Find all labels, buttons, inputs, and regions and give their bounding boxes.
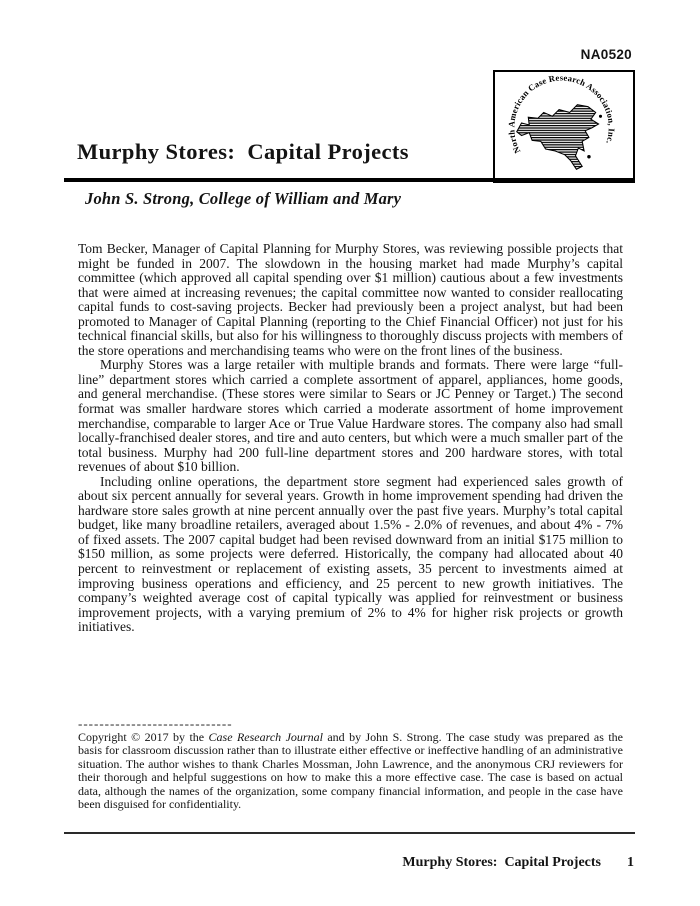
journal-name: Case Research Journal	[208, 730, 323, 744]
footnote-separator: -----------------------------	[78, 716, 233, 731]
body-paragraph-3: Including online operations, the department store segment had experienced sales growth of about six percent annually for several years. Growth in home improvement spending had driven the hardware store sales growth at nine percent annually over the past five years. Murphy’s total capital budget, like many broadline retailers, averaged about 1.5% - 2.0% of revenues, and about 4% - 7% of fixed assets. The 2007 capital budget had been revised downward from an initial $175 million to $150 million, as some projects were deferred. Historically, the company had allocated about 40 percent to reinvestment or replacement of existing assets, 35 percent to investments aimed at improving business operations and efficiency, and 25 percent to new growth initiatives. The company’s weighted average cost of capital typically was applied for reinvestment or business improvement projects, with a varying premium of 2% to 4% for higher risk projects or growth initiatives.	[78, 473, 623, 635]
title-rule	[64, 178, 635, 182]
copyright-text-start: Copyright © 2017 by the	[78, 730, 209, 744]
body-paragraph-2: Murphy Stores was a large retailer with multiple brands and formats. There were large “full-line” department stores which carried a complete assortment of apparel, appliances, home goods, and general merchandise. (These stores were similar to Sears or JC Penney or Target.) The second format was smaller hardware stores which carried a moderate assortment of home improvement merchandise, comparable to larger Ace or True Value Hardware stores. The company also had small locally-franchised dealer stores, and tire and auto centers, but which were a much smaller part of the total business. Murphy had 200 full-line department stores and 200 hardware stores, with total revenues of about $10 billion.	[78, 357, 623, 475]
copyright-text-end: and by John S. Strong. The case study was prepared as the basis for classroom discussion rather than to illustrate either effective or ineffective handling of an administrative situation. The author wishes to thank Charles Mossman, John Lawrence, and the anonymous CRJ reviewers for their thorough and helpful suggestions on how to make this a more effective case. The case is based on actual data, although the names of the organization, some company financial information, and people in the case have been disguised for confidentiality.	[78, 730, 623, 812]
footer-rule	[64, 832, 635, 834]
copyright-note	[78, 731, 623, 811]
body-paragraph-1: Tom Becker, Manager of Capital Planning for Murphy Stores, was reviewing possible projects that might be funded in 2007. The slowdown in the housing market had made Murphy’s capital committee (which approved all capital spending over $1 million) cautious about a few investments that were aimed at increasing revenues; the capital committee now wanted to consider reallocating capital funds to cost-saving projects. Becker had previously been a project analyst, but had been promoted to Manager of Capital Planning (reporting to the Chief Financial Officer) not just for his technical financial skills, but also for his willingness to thoroughly discuss projects with members of the store operations and merchandising teams who were on the front lines of the business.	[78, 241, 623, 358]
page-footer	[388, 839, 634, 887]
author-line: John S. Strong, College of William and Mary	[85, 189, 402, 208]
footer-page-number: 1	[627, 855, 634, 870]
north-america-map-icon	[495, 72, 628, 176]
nacra-logo	[493, 70, 635, 183]
logo-arc-text: North American Case Research Association, Inc.	[506, 72, 617, 156]
document-code: NA0520	[580, 47, 632, 62]
page-title: Murphy Stores: Capital Projects	[77, 139, 409, 164]
body-text	[78, 242, 623, 635]
footer-title: Murphy Stores: Capital Projects	[402, 855, 601, 870]
